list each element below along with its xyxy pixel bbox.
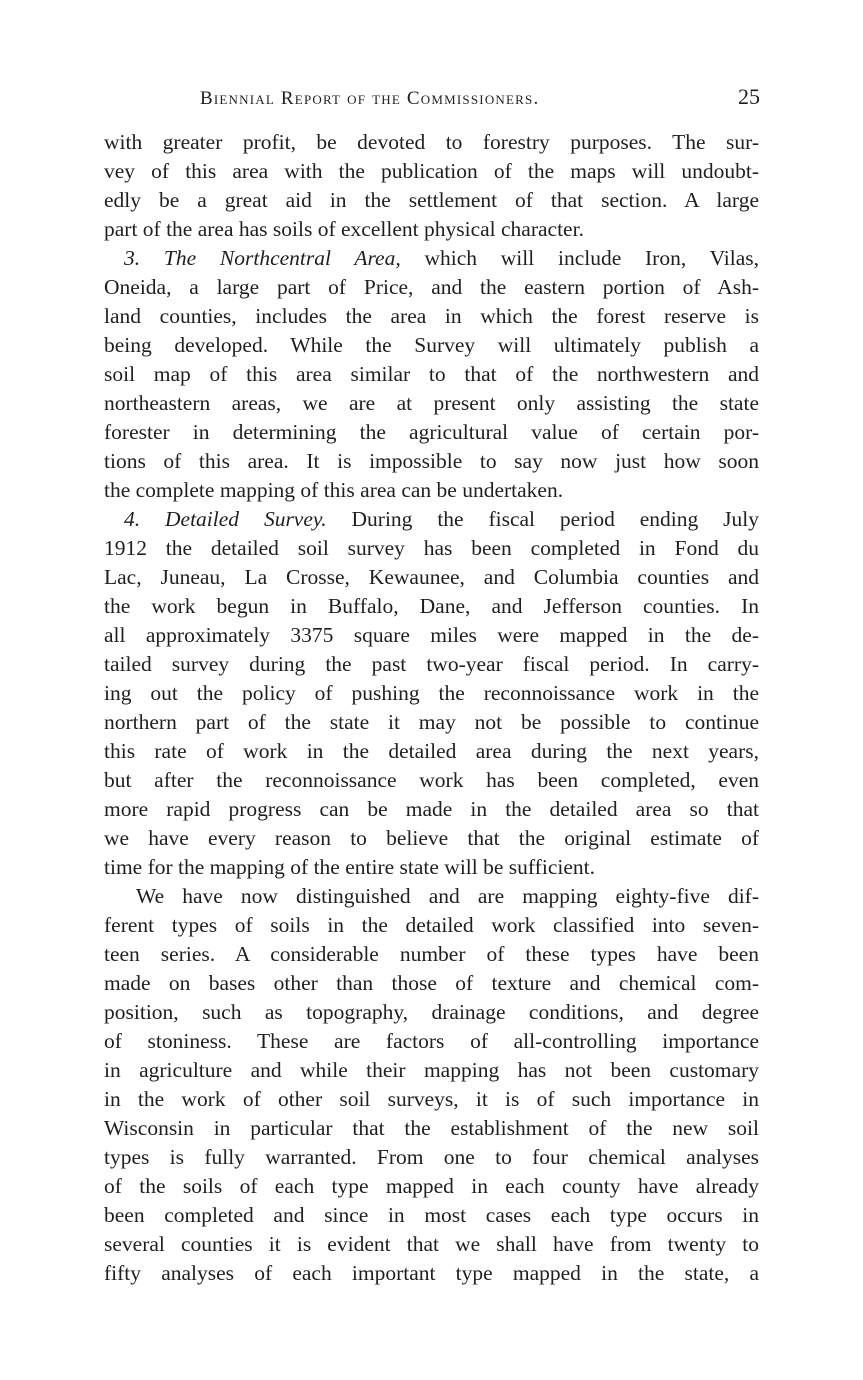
text-line: part of the area has soils of excellent physical character. (104, 217, 584, 241)
text-line: Lac, Juneau, La Crosse, Kewaunee, and Columbia counties and (104, 565, 759, 589)
text-line: the complete mapping of this area can be undertaken. (104, 478, 564, 502)
text-line: position, such as topography, drainage conditions, and degree (104, 1000, 759, 1024)
text-line: made on bases other than those of texture and chemical com- (104, 971, 759, 995)
text-line: We have now distinguished and are mapping eighty-five dif- (136, 884, 759, 908)
text-run: During the fiscal period ending July (351, 507, 759, 531)
text-line: forester in determining the agricultural value of certain por- (104, 420, 759, 444)
section-number: 4. (124, 507, 141, 531)
body-text (104, 128, 759, 1288)
text-line: all approximately 3375 square miles were mapped in the de- (104, 623, 759, 647)
text-line: northern part of the state it may not be possible to continue (104, 710, 759, 734)
text-line: time for the mapping of the entire state will be sufficient. (104, 855, 595, 879)
section-title: Detailed Survey. (165, 507, 327, 531)
text-line: of the soils of each type mapped in each county have already (104, 1174, 759, 1198)
text-line: being developed. While the Survey will ultimately publish a (104, 333, 759, 357)
section-3-heading-line (104, 244, 759, 273)
text-line: northeastern areas, we are at present only assisting the state (104, 391, 759, 415)
text-line: 1912 the detailed soil survey has been completed in Fond du (104, 536, 759, 560)
text-line: more rapid progress can be made in the detailed area so that (104, 797, 759, 821)
text-run: which will include Iron, Vilas, (424, 246, 760, 270)
text-line: Wisconsin in particular that the establishment of the new soil (104, 1116, 759, 1140)
text-line: in agriculture and while their mapping has not been customary (104, 1058, 759, 1082)
section-4-heading-line (104, 505, 759, 534)
text-line: with greater profit, be devoted to forestry purposes. The sur- (104, 130, 759, 154)
text-line: of stoniness. These are factors of all-controlling importance (104, 1029, 759, 1053)
text-line: been completed and since in most cases each type occurs in (104, 1203, 759, 1227)
text-line: types is fully warranted. From one to four chemical analyses (104, 1145, 759, 1169)
text-line: the work begun in Buffalo, Dane, and Jefferson counties. In (104, 594, 759, 618)
page-header (200, 84, 760, 118)
text-line: tailed survey during the past two-year fiscal period. In carry- (104, 652, 759, 676)
text-line: ferent types of soils in the detailed work classified into seven- (104, 913, 759, 937)
section-number: 3. (124, 246, 141, 270)
text-line: this rate of work in the detailed area during the next years, (104, 739, 759, 763)
text-line: Oneida, a large part of Price, and the eastern portion of Ash- (104, 275, 759, 299)
text-line: in the work of other soil surveys, it is of such importance in (104, 1087, 759, 1111)
text-line: vey of this area with the publication of the maps will undoubt- (104, 159, 759, 183)
running-title: Biennial Report of the Commissioners. (200, 88, 540, 109)
text-line: teen series. A considerable number of these types have been (104, 942, 759, 966)
text-line: tions of this area. It is impossible to say now just how soon (104, 449, 759, 473)
text-line: land counties, includes the area in which the forest reserve is (104, 304, 759, 328)
text-line: but after the reconnoissance work has been completed, even (104, 768, 759, 792)
text-line: several counties it is evident that we shall have from twenty to (104, 1232, 759, 1256)
text-line: soil map of this area similar to that of the northwestern and (104, 362, 759, 386)
section-title: The Northcentral Area, (163, 246, 401, 270)
text-line: fifty analyses of each important type mapped in the state, a (104, 1261, 759, 1285)
text-line: we have every reason to believe that the original estimate of (104, 826, 759, 850)
text-line: edly be a great aid in the settlement of that section. A large (104, 188, 759, 212)
page-number: 25 (738, 84, 760, 109)
text-line: ing out the policy of pushing the reconnoissance work in the (104, 681, 759, 705)
